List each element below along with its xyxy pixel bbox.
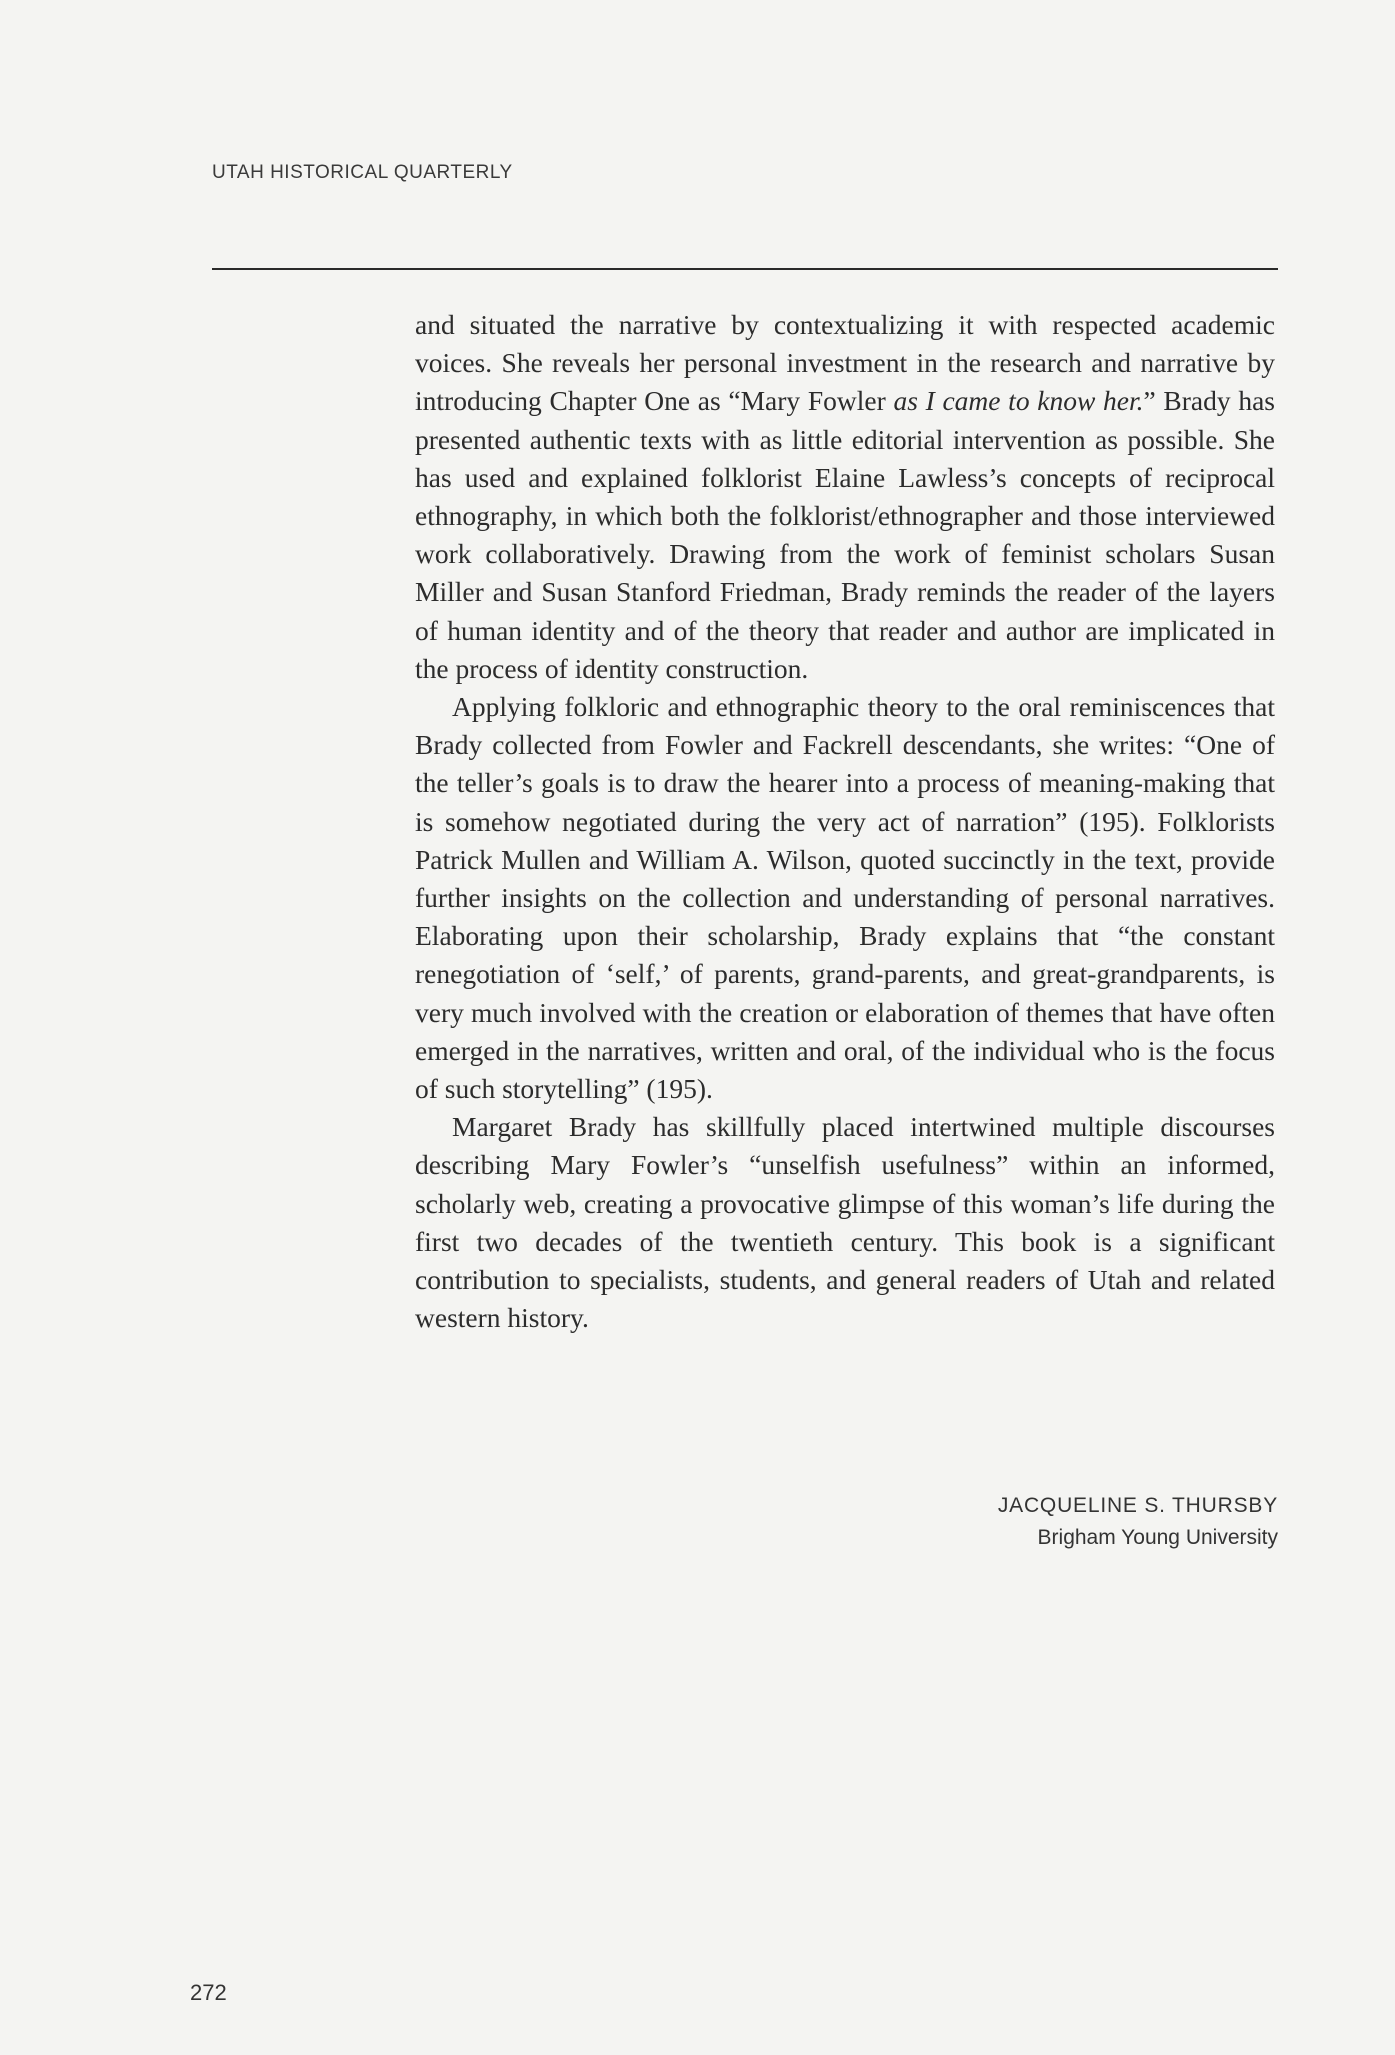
paragraph-1-text-b: ” Brady has presented authentic texts with as little editorial intervention as possible. She has used and explained folklorist Elaine Lawless’s concepts of reciprocal ethnography, in which both the folklorist/ethnographer and those interviewed work collaboratively. Drawing from the work of feminist scholars Susan Miller and Susan Stanford Friedman, Brady reminds the reader of the layers of human identity and of the theory that reader and author are implicated in the process of identity construction.: [415, 385, 1275, 684]
paragraph-1-italic: as I came to know her.: [893, 385, 1144, 417]
review-signature: [998, 1490, 1278, 1554]
paragraph-1: [415, 306, 1275, 688]
reviewer-affiliation: Brigham Young University: [1037, 1526, 1278, 1549]
article-body: [415, 306, 1275, 1337]
paragraph-1-text-a: and situated the narrative by contextualizing it with respected academic voices. She reveals her personal investment in the research and narrative by introducing Chapter One as “Mary Fowler: [415, 309, 1275, 417]
page-number: 272: [190, 1980, 227, 2005]
paragraph-2: Applying folkloric and ethnographic theory to the oral reminiscences that Brady collected from Fowler and Fackrell descendants, she writes: “One of the teller’s goals is to draw the hearer into a process of meaning-making that is somehow negotiated during the very act of narration” (195). Folklorists Patrick Mullen and William A. Wilson, quoted succinctly in the text, provide further insights on the collection and understanding of personal narratives. Elaborating upon their scholarship, Brady explains that “the constant renegotiation of ‘self,’ of parents, grand-parents, and great-grandparents, is very much involved with the creation or elaboration of themes that have often emerged in the narratives, written and oral, of the individual who is the focus of such storytelling” (195).: [415, 691, 1275, 1105]
running-head: UTAH HISTORICAL QUARTERLY: [212, 162, 513, 183]
reviewer-name: JACQUELINE S. THURSBY: [997, 1494, 1278, 1517]
header-rule: [212, 268, 1278, 270]
paragraph-3: Margaret Brady has skillfully placed intertwined multiple discourses describing Mary Fowler’s “unselfish usefulness” within an informed, scholarly web, creating a provocative glimpse of this woman’s life during the first two decades of the twentieth century. This book is a significant contribution to specialists, students, and general readers of Utah and related western history.: [415, 1111, 1275, 1334]
